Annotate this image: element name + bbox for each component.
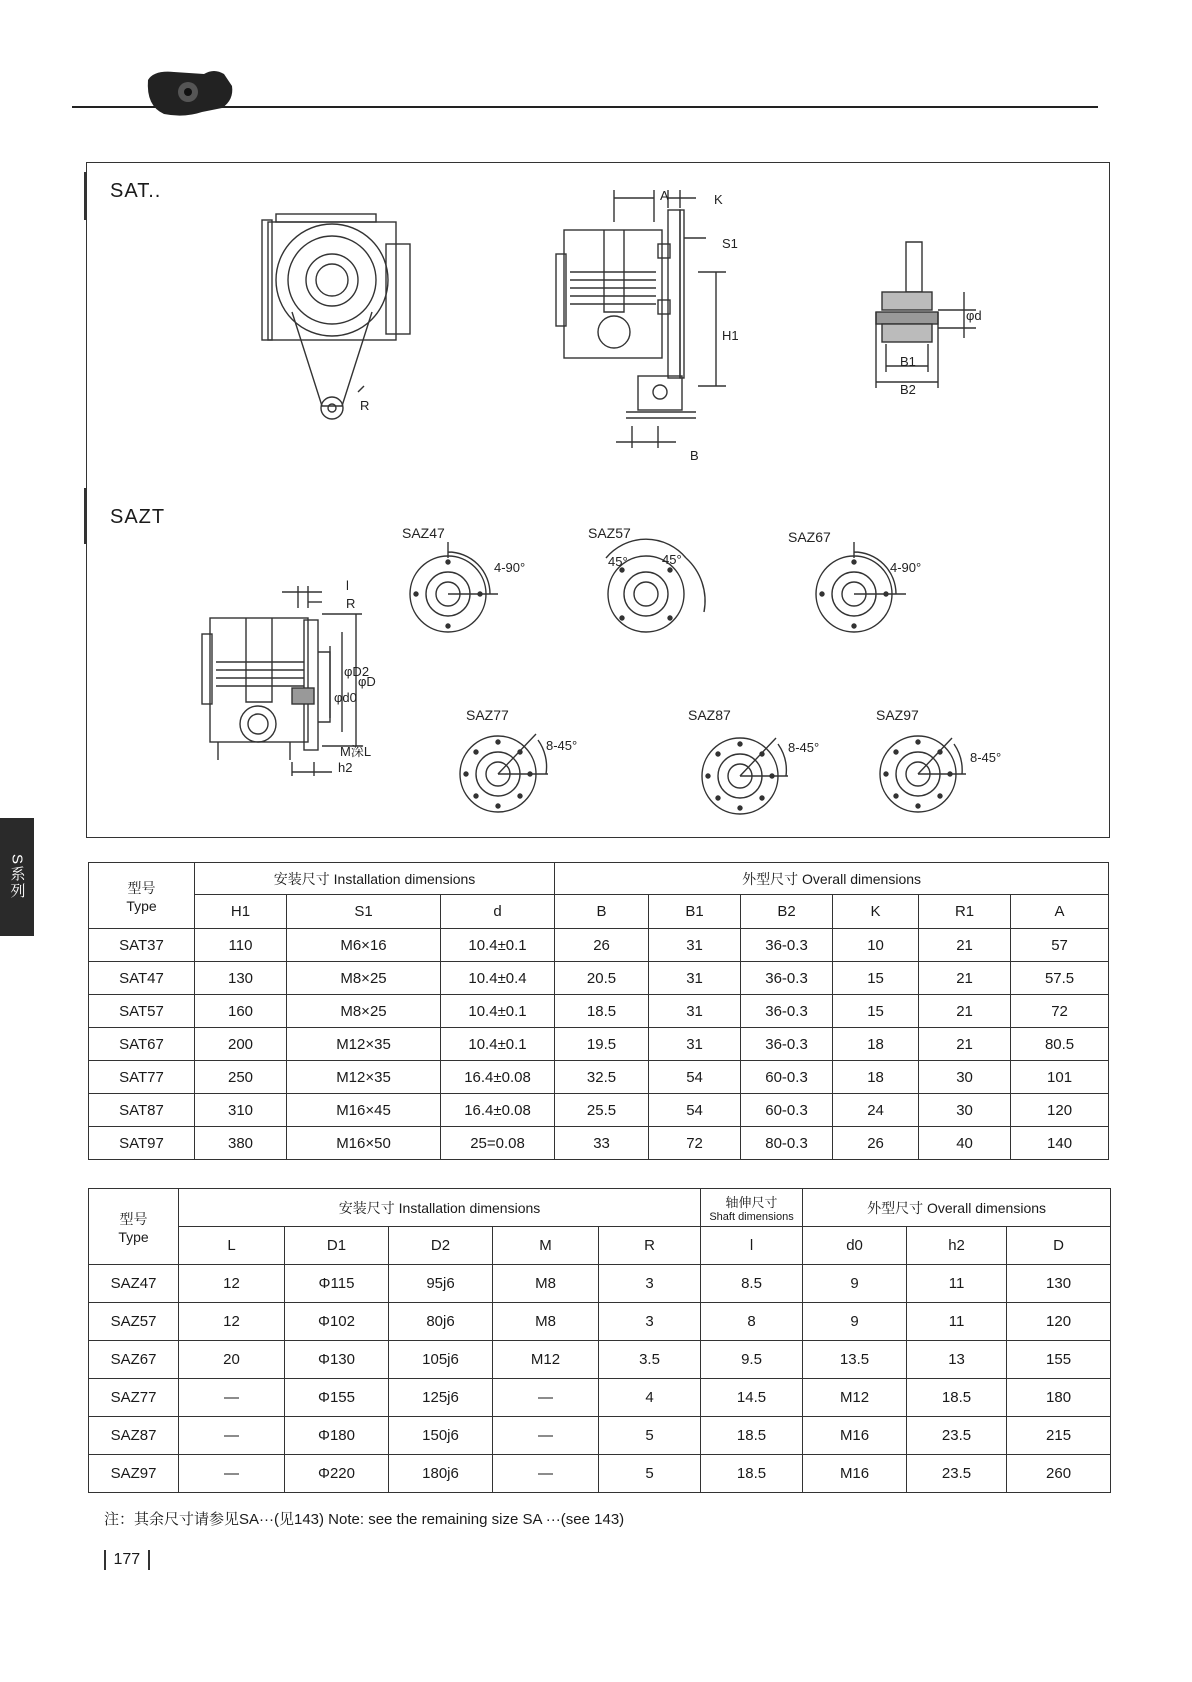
- saz-value-cell: 23.5: [907, 1455, 1007, 1493]
- saz-value-cell: 3: [599, 1265, 701, 1303]
- flange-saz47-angle: 4-90°: [494, 560, 526, 575]
- sat-value-cell: 18: [833, 1028, 919, 1061]
- saz-col-header: M: [493, 1227, 599, 1265]
- saz-value-cell: 13: [907, 1341, 1007, 1379]
- sat-col-header: H1: [195, 895, 287, 929]
- saz-value-cell: 5: [599, 1455, 701, 1493]
- saz-col-header: R: [599, 1227, 701, 1265]
- saz-type-cell: SAZ67: [89, 1341, 179, 1379]
- footnote: 注：其余尺寸请参见SA···(见143) Note: see the remaining size SA ···(see 143): [104, 1511, 625, 1528]
- sat-value-cell: 72: [1011, 995, 1109, 1028]
- sat-value-cell: 380: [195, 1127, 287, 1160]
- saz-value-cell: 8.5: [701, 1265, 803, 1303]
- flange-saz87-drawing: [702, 738, 788, 814]
- page-number-right-bar: [148, 1550, 150, 1570]
- saz-value-cell: 125j6: [389, 1379, 493, 1417]
- sat-value-cell: 32.5: [555, 1061, 649, 1094]
- flange-saz87-name: SAZ87: [688, 707, 731, 723]
- sat-value-cell: 15: [833, 962, 919, 995]
- saz-dimensions-table: [88, 1188, 1111, 1493]
- dim-label-k: K: [714, 192, 723, 207]
- sat-value-cell: 31: [649, 962, 741, 995]
- sat-value-cell: 120: [1011, 1094, 1109, 1127]
- sat-overall-header: 外型尺寸 Overall dimensions: [555, 863, 1109, 895]
- saz-col-header: l: [701, 1227, 803, 1265]
- sat-value-cell: 21: [919, 962, 1011, 995]
- sat-value-cell: 16.4±0.08: [441, 1061, 555, 1094]
- sat-value-cell: 130: [195, 962, 287, 995]
- sat-value-cell: M8×25: [287, 995, 441, 1028]
- sat-value-cell: M8×25: [287, 962, 441, 995]
- sat-value-cell: 25.5: [555, 1094, 649, 1127]
- saz-value-cell: 20: [179, 1341, 285, 1379]
- sat-value-cell: 31: [649, 1028, 741, 1061]
- sat-col-header: K: [833, 895, 919, 929]
- saz-value-cell: 14.5: [701, 1379, 803, 1417]
- sat-value-cell: 310: [195, 1094, 287, 1127]
- saz-shaft-header: [701, 1189, 803, 1227]
- sat-value-cell: 21: [919, 1028, 1011, 1061]
- flange-saz67-name: SAZ67: [788, 529, 831, 545]
- sat-value-cell: 21: [919, 929, 1011, 962]
- series-side-tab: S系列: [0, 818, 34, 936]
- table-row: [89, 1028, 1109, 1061]
- table-row: [89, 995, 1109, 1028]
- table-row: [89, 1455, 1111, 1493]
- saz-value-cell: 4: [599, 1379, 701, 1417]
- page-number-block: [96, 1550, 158, 1570]
- sat-value-cell: 21: [919, 995, 1011, 1028]
- table-row: [89, 1341, 1111, 1379]
- saz-value-cell: 105j6: [389, 1341, 493, 1379]
- saz-value-cell: 23.5: [907, 1417, 1007, 1455]
- saz-value-cell: Φ180: [285, 1417, 389, 1455]
- saz-type-cell: SAZ47: [89, 1265, 179, 1303]
- saz-type-cell: SAZ87: [89, 1417, 179, 1455]
- saz-value-cell: —: [493, 1379, 599, 1417]
- sat-value-cell: 36-0.3: [741, 962, 833, 995]
- saz-install-header: 安装尺寸 Installation dimensions: [179, 1189, 701, 1227]
- sat-value-cell: 10.4±0.1: [441, 995, 555, 1028]
- saz-value-cell: 155: [1007, 1341, 1111, 1379]
- dim-label-l: l: [346, 578, 349, 593]
- saz-value-cell: 18.5: [701, 1455, 803, 1493]
- sat-value-cell: 33: [555, 1127, 649, 1160]
- flange-saz77-name: SAZ77: [466, 707, 509, 723]
- sat-value-cell: 36-0.3: [741, 929, 833, 962]
- table-row: [89, 1094, 1109, 1127]
- page-number-left-bar: [104, 1550, 106, 1570]
- saz-value-cell: 11: [907, 1303, 1007, 1341]
- table-row: [89, 1127, 1109, 1160]
- saz-value-cell: 12: [179, 1265, 285, 1303]
- bushing-detail-drawing: [876, 242, 976, 388]
- dim-label-h1: H1: [722, 328, 739, 343]
- technical-drawings: [86, 162, 1108, 836]
- sat-value-cell: 18: [833, 1061, 919, 1094]
- sat-value-cell: 10.4±0.1: [441, 929, 555, 962]
- sat-value-cell: 24: [833, 1094, 919, 1127]
- sat-value-cell: 20.5: [555, 962, 649, 995]
- table-row: [89, 929, 1109, 962]
- sat-col-header: S1: [287, 895, 441, 929]
- sat-side-view-drawing: [556, 190, 726, 448]
- sat-front-view-drawing: [262, 214, 410, 419]
- dim-label-a: A: [660, 188, 669, 203]
- flange-saz97-name: SAZ97: [876, 707, 919, 723]
- sat-value-cell: 80-0.3: [741, 1127, 833, 1160]
- sat-value-cell: 25=0.08: [441, 1127, 555, 1160]
- saz-value-cell: 150j6: [389, 1417, 493, 1455]
- saz-value-cell: 3: [599, 1303, 701, 1341]
- sat-install-header: 安装尺寸 Installation dimensions: [195, 863, 555, 895]
- dim-label-phi-d: φd: [966, 308, 982, 323]
- sat-col-header: B1: [649, 895, 741, 929]
- sat-value-cell: 10.4±0.1: [441, 1028, 555, 1061]
- saz-value-cell: —: [179, 1455, 285, 1493]
- sat-value-cell: 101: [1011, 1061, 1109, 1094]
- saz-col-header: D2: [389, 1227, 493, 1265]
- sat-col-header: B: [555, 895, 649, 929]
- sat-value-cell: 16.4±0.08: [441, 1094, 555, 1127]
- flange-saz57-angle-right: 45°: [662, 552, 682, 567]
- sat-type-cell: SAT67: [89, 1028, 195, 1061]
- dim-label-r-small: R: [346, 596, 356, 611]
- flange-saz77-drawing: [460, 734, 548, 812]
- saz-value-cell: 5: [599, 1417, 701, 1455]
- sat-type-header-en: Type: [126, 897, 157, 914]
- saz-value-cell: Φ155: [285, 1379, 389, 1417]
- saz-value-cell: 9.5: [701, 1341, 803, 1379]
- saz-value-cell: 260: [1007, 1455, 1111, 1493]
- sat-value-cell: 200: [195, 1028, 287, 1061]
- sat-value-cell: 30: [919, 1094, 1011, 1127]
- flange-saz67-angle: 4-90°: [890, 560, 922, 575]
- saz-value-cell: 80j6: [389, 1303, 493, 1341]
- saz-value-cell: 18.5: [907, 1379, 1007, 1417]
- saz-value-cell: 18.5: [701, 1417, 803, 1455]
- sat-value-cell: M16×45: [287, 1094, 441, 1127]
- sat-type-cell: SAT77: [89, 1061, 195, 1094]
- saz-col-header: D1: [285, 1227, 389, 1265]
- saz-value-cell: Φ115: [285, 1265, 389, 1303]
- sat-value-cell: 10.4±0.4: [441, 962, 555, 995]
- saz-type-cell: SAZ77: [89, 1379, 179, 1417]
- sat-value-cell: 60-0.3: [741, 1061, 833, 1094]
- sat-value-cell: M12×35: [287, 1028, 441, 1061]
- sat-type-cell: SAT87: [89, 1094, 195, 1127]
- saz-value-cell: 180: [1007, 1379, 1111, 1417]
- table-row: [89, 1417, 1111, 1455]
- saz-value-cell: —: [493, 1417, 599, 1455]
- flange-saz57-angle-left: 45°: [608, 554, 628, 569]
- gear-motor-logo-icon: [144, 66, 234, 118]
- sat-col-header: d: [441, 895, 555, 929]
- sat-col-header: B2: [741, 895, 833, 929]
- saz-value-cell: Φ220: [285, 1455, 389, 1493]
- sat-col-header: R1: [919, 895, 1011, 929]
- sat-value-cell: 54: [649, 1061, 741, 1094]
- sat-value-cell: 26: [833, 1127, 919, 1160]
- page-number: 177: [113, 1551, 141, 1569]
- sat-value-cell: 31: [649, 995, 741, 1028]
- table-row: [89, 1265, 1111, 1303]
- flange-saz67-drawing: [816, 542, 906, 632]
- saz-type-cell: SAZ97: [89, 1455, 179, 1493]
- sat-value-cell: 140: [1011, 1127, 1109, 1160]
- flange-saz97-angle: 8-45°: [970, 750, 1002, 765]
- saz-value-cell: 215: [1007, 1417, 1111, 1455]
- dim-label-b: B: [690, 448, 699, 463]
- sat-value-cell: 19.5: [555, 1028, 649, 1061]
- dim-label-phi-d-big: φD: [358, 674, 376, 689]
- table-row: [89, 962, 1109, 995]
- saz-type-header-en: Type: [118, 1228, 149, 1245]
- saz-value-cell: —: [179, 1417, 285, 1455]
- saz-value-cell: M12: [493, 1341, 599, 1379]
- sat-value-cell: 15: [833, 995, 919, 1028]
- sat-value-cell: 31: [649, 929, 741, 962]
- sat-value-cell: 10: [833, 929, 919, 962]
- sat-value-cell: 80.5: [1011, 1028, 1109, 1061]
- flange-saz57-name: SAZ57: [588, 525, 631, 541]
- saz-value-cell: 180j6: [389, 1455, 493, 1493]
- saz-value-cell: M16: [803, 1417, 907, 1455]
- saz-col-header: d0: [803, 1227, 907, 1265]
- sat-type-header-cn: 型号: [127, 879, 156, 896]
- saz-type-cell: SAZ57: [89, 1303, 179, 1341]
- saz-type-header-cn: 型号: [119, 1210, 148, 1227]
- sazt-section-label: SAZT: [110, 506, 166, 528]
- saz-col-header: D: [1007, 1227, 1111, 1265]
- saz-shaft-header-en: Shaft dimensions: [709, 1211, 794, 1223]
- dim-label-s1: S1: [722, 236, 738, 251]
- saz-value-cell: M12: [803, 1379, 907, 1417]
- sat-value-cell: 110: [195, 929, 287, 962]
- saz-value-cell: 120: [1007, 1303, 1111, 1341]
- sat-value-cell: M12×35: [287, 1061, 441, 1094]
- dim-label-b2: B2: [900, 382, 916, 397]
- saz-col-header: h2: [907, 1227, 1007, 1265]
- dim-label-h2: h2: [338, 760, 353, 775]
- sat-value-cell: 40: [919, 1127, 1011, 1160]
- sat-col-header: A: [1011, 895, 1109, 929]
- sazt-side-view-drawing: [202, 586, 362, 776]
- sat-value-cell: 30: [919, 1061, 1011, 1094]
- flange-saz97-drawing: [880, 736, 966, 812]
- table-row: [89, 1379, 1111, 1417]
- saz-value-cell: 12: [179, 1303, 285, 1341]
- dim-label-m-depth-l: M深L: [340, 744, 372, 759]
- dim-label-phi-d0: φd0: [334, 690, 357, 705]
- dim-label-b1: B1: [900, 354, 916, 369]
- dim-label-phi-d2: φD2: [344, 664, 370, 679]
- sat-value-cell: M16×50: [287, 1127, 441, 1160]
- flange-saz47-name: SAZ47: [402, 525, 445, 541]
- sat-value-cell: 36-0.3: [741, 995, 833, 1028]
- sat-value-cell: 60-0.3: [741, 1094, 833, 1127]
- sat-value-cell: 57.5: [1011, 962, 1109, 995]
- sat-value-cell: M6×16: [287, 929, 441, 962]
- saz-value-cell: 95j6: [389, 1265, 493, 1303]
- saz-value-cell: 3.5: [599, 1341, 701, 1379]
- flange-saz47-drawing: [410, 542, 498, 632]
- saz-value-cell: 9: [803, 1265, 907, 1303]
- saz-value-cell: 11: [907, 1265, 1007, 1303]
- saz-value-cell: Φ102: [285, 1303, 389, 1341]
- sat-value-cell: 18.5: [555, 995, 649, 1028]
- saz-value-cell: 13.5: [803, 1341, 907, 1379]
- sat-value-cell: 26: [555, 929, 649, 962]
- table-row: [89, 1061, 1109, 1094]
- saz-value-cell: M8: [493, 1265, 599, 1303]
- saz-overall-header: 外型尺寸 Overall dimensions: [803, 1189, 1111, 1227]
- saz-value-cell: Φ130: [285, 1341, 389, 1379]
- sat-value-cell: 250: [195, 1061, 287, 1094]
- saz-value-cell: 130: [1007, 1265, 1111, 1303]
- saz-value-cell: 8: [701, 1303, 803, 1341]
- saz-shaft-header-cn: 轴伸尺寸: [725, 1195, 778, 1210]
- sat-value-cell: 57: [1011, 929, 1109, 962]
- sat-type-cell: SAT97: [89, 1127, 195, 1160]
- sat-type-cell: SAT57: [89, 995, 195, 1028]
- saz-value-cell: —: [493, 1455, 599, 1493]
- saz-value-cell: 9: [803, 1303, 907, 1341]
- sat-value-cell: 160: [195, 995, 287, 1028]
- saz-type-header: [89, 1189, 179, 1265]
- sat-value-cell: 72: [649, 1127, 741, 1160]
- flange-saz87-angle: 8-45°: [788, 740, 820, 755]
- sat-dimensions-table: [88, 862, 1109, 1160]
- saz-value-cell: M16: [803, 1455, 907, 1493]
- saz-value-cell: M8: [493, 1303, 599, 1341]
- sat-type-cell: SAT37: [89, 929, 195, 962]
- dim-label-r: R: [360, 398, 370, 413]
- table-row: [89, 1303, 1111, 1341]
- saz-value-cell: —: [179, 1379, 285, 1417]
- sat-section-label: SAT..: [110, 180, 162, 202]
- sat-value-cell: 36-0.3: [741, 1028, 833, 1061]
- saz-col-header: L: [179, 1227, 285, 1265]
- sat-type-header: [89, 863, 195, 929]
- sat-type-cell: SAT47: [89, 962, 195, 995]
- sat-value-cell: 54: [649, 1094, 741, 1127]
- flange-saz77-angle: 8-45°: [546, 738, 578, 753]
